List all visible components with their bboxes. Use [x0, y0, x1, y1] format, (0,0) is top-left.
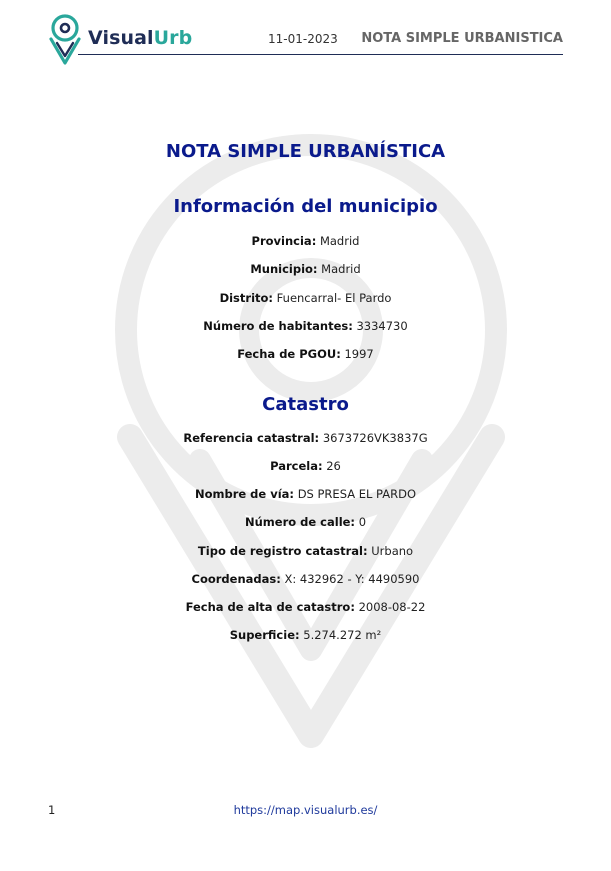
field-value: 1997 [344, 347, 374, 361]
field-value: DS PRESA EL PARDO [297, 487, 417, 501]
field-label: Provincia: [251, 234, 317, 248]
field-value: X: 432962 - Y: 4490590 [284, 572, 420, 586]
field-value: Fuencarral- El Pardo [276, 291, 392, 305]
field-municipio [0, 262, 611, 276]
field-label: Fecha de alta de catastro: [185, 600, 355, 614]
field-label: Parcela: [270, 459, 323, 473]
field-parcela [0, 459, 611, 473]
field-label: Superficie: [229, 628, 300, 642]
field-coordenadas [0, 572, 611, 586]
page-header [0, 0, 611, 60]
field-fecha-pgou [0, 347, 611, 361]
map-pin-logo-icon [48, 13, 82, 67]
field-referencia-catastral [0, 431, 611, 445]
field-habitantes [0, 319, 611, 333]
municipio-heading: Información del municipio [173, 196, 438, 217]
field-value: Urbano [371, 544, 414, 558]
field-value: Madrid [321, 262, 361, 276]
field-value: 2008-08-22 [358, 600, 426, 614]
field-distrito [0, 291, 611, 305]
field-label: Coordenadas: [191, 572, 281, 586]
header-title: NOTA SIMPLE URBANISTICA [361, 31, 563, 46]
field-value: 5.274.272 m² [303, 628, 382, 642]
field-label: Número de calle: [244, 515, 356, 529]
field-value: 26 [326, 459, 341, 473]
field-numero-calle [0, 515, 611, 529]
field-tipo-registro [0, 544, 611, 558]
field-label: Número de habitantes: [203, 319, 353, 333]
logo-wordmark [88, 27, 192, 49]
header-date: 11-01-2023 [268, 32, 338, 46]
field-fecha-alta [0, 600, 611, 614]
field-value: 3673726VK3837G [322, 431, 428, 445]
field-value: 3334730 [356, 319, 408, 333]
field-nombre-via [0, 487, 611, 501]
field-superficie [0, 628, 611, 642]
header-divider [78, 54, 563, 55]
logo-text-urb: Urb [153, 27, 193, 49]
footer-link[interactable]: https://map.visualurb.es/ [233, 803, 378, 817]
catastro-heading: Catastro [262, 394, 349, 415]
field-label: Municipio: [250, 262, 318, 276]
field-label: Nombre de vía: [194, 487, 295, 501]
field-label: Distrito: [219, 291, 274, 305]
document-title: NOTA SIMPLE URBANÍSTICA [165, 141, 446, 162]
field-value: 0 [358, 515, 367, 529]
field-label: Referencia catastral: [183, 431, 320, 445]
logo-text-visual: Visual [88, 27, 154, 49]
visualurb-logo [48, 13, 208, 67]
field-provincia [0, 234, 611, 248]
field-label: Fecha de PGOU: [237, 347, 341, 361]
page-number: 1 [48, 803, 56, 817]
field-label: Tipo de registro catastral: [197, 544, 368, 558]
field-value: Madrid [319, 234, 360, 248]
